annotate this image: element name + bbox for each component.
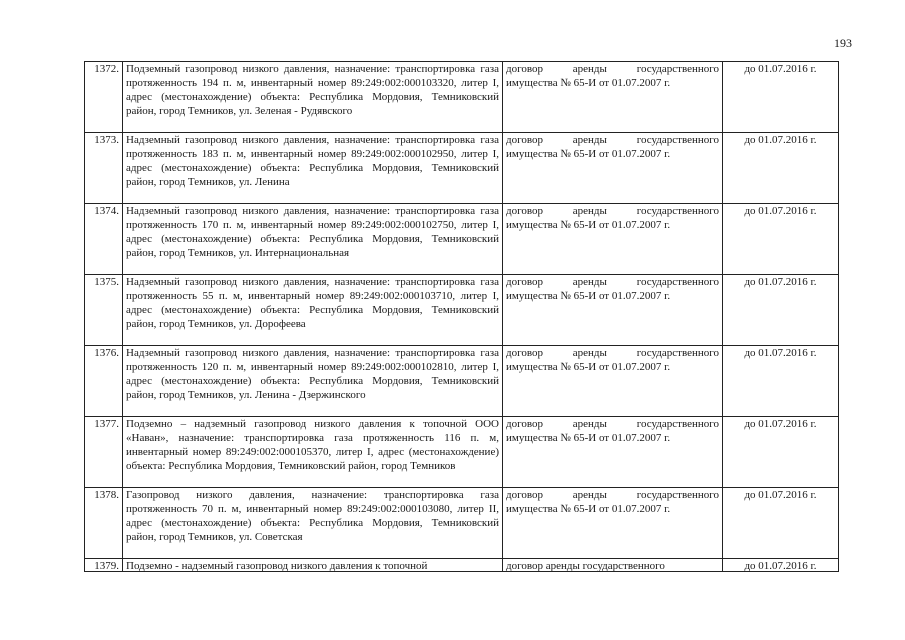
object-description: Надземный газопровод низкого давления, назначение: транспортировка газа протяженность 120 п. м, инвентарный номер 89:249:002:000102810, литер I, адрес (местонахождение) объекта: Республика Мордовия, Темниковский район, город Темников, ул. Ленина - Дзержинского — [123, 346, 503, 417]
table-row — [85, 62, 839, 133]
lease-term — [723, 559, 839, 572]
row-number: 1373. — [85, 133, 123, 204]
legal-basis: договор аренды государственного имущества № 65-И от 01.07.2007 г. — [503, 488, 723, 559]
legal-basis: договор аренды государственного имущества № 65-И от 01.07.2007 г. — [503, 346, 723, 417]
legal-basis: договор аренды государственного имущества № 65-И от 01.07.2007 г. — [503, 62, 723, 133]
row-number — [85, 559, 123, 572]
table-row — [85, 204, 839, 275]
lease-term: до 01.07.2016 г. — [723, 346, 839, 417]
lease-term: до 01.07.2016 г. — [723, 62, 839, 133]
legal-basis: договор аренды государственного имущества № 65-И от 01.07.2007 г. — [503, 204, 723, 275]
object-description: Газопровод низкого давления, назначение: транспортировка газа протяженность 70 п. м, инвентарный номер 89:249:002:000103080, литер II, адрес (местонахождение) объекта: Республика Мордовия, Темниковский район, город Темников, ул. Советская — [123, 488, 503, 559]
lease-term: до 01.07.2016 г. — [723, 204, 839, 275]
property-register-table — [84, 61, 839, 572]
table-row — [85, 488, 839, 559]
object-description: Надземный газопровод низкого давления, назначение: транспортировка газа протяженность 55 п. м, инвентарный номер 89:249:002:000103710, литер I, адрес (местонахождение) объекта: Республика Мордовия, Темниковский район, город Темников, ул. Дорофеева — [123, 275, 503, 346]
object-description: Надземный газопровод низкого давления, назначение: транспортировка газа протяженность 183 п. м, инвентарный номер 89:249:002:000102950, литер I, адрес (местонахождение) объекта: Республика Мордовия, Темниковский район, город Темников, ул. Ленина — [123, 133, 503, 204]
legal-basis-text: договор аренды государственного — [506, 560, 665, 571]
row-number: 1374. — [85, 204, 123, 275]
lease-term: до 01.07.2016 г. — [723, 133, 839, 204]
table-row — [85, 275, 839, 346]
legal-basis: договор аренды государственного имущества № 65-И от 01.07.2007 г. — [503, 417, 723, 488]
legal-basis — [503, 559, 723, 572]
object-description: Подземно – надземный газопровод низкого давления к топочной ООО «Наван», назначение: транспортировка газа протяженность 116 п. м, инвентарный номер 89:249:002:000105370, литер I, адрес (местонахождение) объекта: Республика Мордовия, Темниковский район, город Темников — [123, 417, 503, 488]
object-description-text: Подземно - надземный газопровод низкого давления к топочной — [126, 560, 428, 571]
table-row — [85, 133, 839, 204]
legal-basis: договор аренды государственного имущества № 65-И от 01.07.2007 г. — [503, 133, 723, 204]
row-number: 1378. — [85, 488, 123, 559]
lease-term: до 01.07.2016 г. — [723, 488, 839, 559]
row-number: 1375. — [85, 275, 123, 346]
row-number-text: 1379. — [94, 560, 119, 571]
lease-term: до 01.07.2016 г. — [723, 417, 839, 488]
row-number: 1377. — [85, 417, 123, 488]
page-number: 193 — [834, 36, 852, 50]
row-number: 1376. — [85, 346, 123, 417]
object-description: Надземный газопровод низкого давления, назначение: транспортировка газа протяженность 170 п. м, инвентарный номер 89:249:002:000102750, литер I, адрес (местонахождение) объекта: Республика Мордовия, Темниковский район, город Темников, ул. Интернациональная — [123, 204, 503, 275]
row-number: 1372. — [85, 62, 123, 133]
table-row — [85, 346, 839, 417]
lease-term: до 01.07.2016 г. — [723, 275, 839, 346]
legal-basis: договор аренды государственного имущества № 65-И от 01.07.2007 г. — [503, 275, 723, 346]
lease-term-text: до 01.07.2016 г. — [744, 560, 817, 571]
table-row — [85, 417, 839, 488]
object-description — [123, 559, 503, 572]
object-description: Подземный газопровод низкого давления, назначение: транспортировка газа протяженность 194 п. м, инвентарный номер 89:249:002:000103320, литер I, адрес (местонахождение) объекта: Республика Мордовия, Темниковский район, город Темников, ул. Зеленая - Рудявского — [123, 62, 503, 133]
table-row — [85, 559, 839, 572]
